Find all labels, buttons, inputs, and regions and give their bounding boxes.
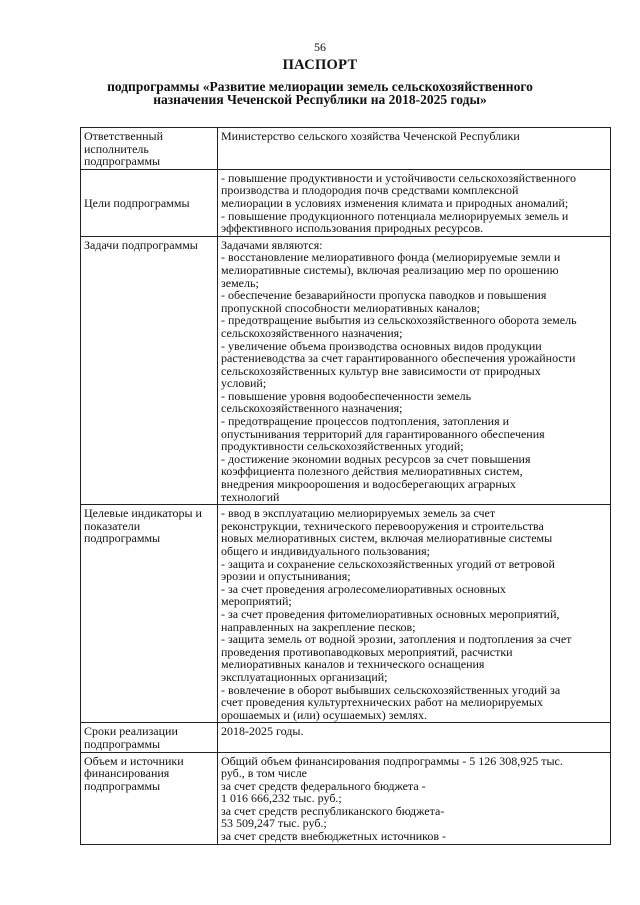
row-content-line: - за счет проведения фитомелиоративных основных мероприятий, xyxy=(221,606,560,621)
row-content-line: земель; xyxy=(221,275,259,290)
row-content-cell xyxy=(218,236,611,504)
row-content-line: Министерство сельского хозяйства Чеченской Республики xyxy=(221,129,520,143)
row-content-line: 53 509,247 тыс. руб.; xyxy=(221,816,327,831)
row-content-line: новых мелиоративных систем, включая мелиоративные системы xyxy=(221,531,553,546)
passport-row-implementation-period xyxy=(81,723,611,752)
row-content-line: - восстановление мелиоративного фонда (мелиорируемые земли и xyxy=(221,250,561,265)
row-label-line: Объем и источники xyxy=(84,753,184,768)
row-content-line: орошаемых и (или) осушаемых) землях. xyxy=(221,707,427,722)
row-content-line: - ввод в эксплуатацию мелиорируемых земель за счет xyxy=(221,506,496,521)
row-content-line: - достижение экономии водных ресурсов за счет повышения xyxy=(221,451,531,466)
subtitle-line: подпрограммы «Развитие мелиорации земель сельскохозяйственного xyxy=(107,79,533,94)
row-content-line: Общий объем финансирования подпрограммы - 5 126 308,925 тыс. xyxy=(221,753,563,768)
row-content-line: за счет средств федерального бюджета - xyxy=(221,778,426,793)
row-content-line: технологий xyxy=(221,489,280,504)
row-content-line: - обеспечение безаварийности пропуска паводков и повышения xyxy=(221,288,547,303)
row-content-line: счет проведения культуртехнических работ на мелиорируемых xyxy=(221,695,543,710)
passport-row-tasks xyxy=(81,236,611,504)
row-content-line: эрозии и опустынивания; xyxy=(221,569,351,584)
passport-table-body xyxy=(81,128,611,845)
row-content-line: сельскохозяйственного назначения; xyxy=(221,325,403,340)
row-content-line: 1 016 666,232 тыс. руб.; xyxy=(221,791,342,806)
row-content-cell xyxy=(218,505,611,723)
row-label-cell xyxy=(81,236,218,504)
row-label-line: Цели подпрограммы xyxy=(84,195,190,210)
row-label-cell xyxy=(81,128,218,170)
row-label-cell xyxy=(81,723,218,752)
row-content-line: растениеводства за счет гарантированного обеспечения урожайности xyxy=(221,351,576,366)
row-content-line: эксплуатационных организаций; xyxy=(221,669,388,684)
passport-row-responsible-executor xyxy=(81,128,611,170)
row-content-line: Задачами являются: xyxy=(221,237,323,252)
row-content-line: проведения противопаводковых мероприятий, расчистки xyxy=(221,644,513,659)
row-label-line: Целевые индикаторы и xyxy=(84,506,202,521)
row-label-line: исполнитель xyxy=(84,141,149,156)
row-label-line: подпрограммы xyxy=(84,736,161,751)
row-content-line: реконструкции, технического перевооружения и строительства xyxy=(221,518,544,533)
row-content-line: за счет средств республиканского бюджета- xyxy=(221,803,445,818)
row-content-cell xyxy=(218,128,611,170)
row-content-line: опустынивания территорий для гарантированного обеспечения xyxy=(221,426,545,441)
row-content-line: 2018-2025 годы. xyxy=(221,724,304,739)
row-content-line: руб., в том числе xyxy=(221,766,308,781)
row-content-line: - повышение продуктивности и устойчивости сельскохозяйственного xyxy=(221,170,577,185)
row-label-line: подпрограммы xyxy=(84,778,161,793)
row-content-cell xyxy=(218,752,611,844)
row-content-line: - повышение продукционного потенциала мелиорируемых земель и xyxy=(221,208,569,223)
row-label-line: показатели xyxy=(84,518,141,533)
row-content-line: общего и индивидуального пользования; xyxy=(221,544,430,558)
row-content-line: производства и плодородия почв средствами комплексной xyxy=(221,183,519,198)
row-label-line: финансирования xyxy=(84,766,170,781)
passport-row-goals xyxy=(81,169,611,236)
row-label-line: Ответственный xyxy=(84,129,164,143)
row-content-line: сельскохозяйственного назначения; xyxy=(221,401,403,416)
row-content-line: внедрения микроорошения и водосберегающих аграрных xyxy=(221,477,516,492)
row-content-line: эффективного использования природных ресурсов. xyxy=(221,221,484,236)
row-content-line: мелиоративных каналов и технического оснащения xyxy=(221,657,485,672)
document-subtitle xyxy=(70,80,570,106)
row-content-line: условий; xyxy=(221,376,267,391)
page-number: 56 xyxy=(314,40,326,54)
row-content-line: коэффициента полезного действия мелиоративных систем, xyxy=(221,464,523,479)
document-title: ПАСПОРТ xyxy=(282,57,358,73)
row-label-line: подпрограммы xyxy=(84,531,161,546)
row-content-cell xyxy=(218,169,611,236)
row-content-line: направленных на закрепление песков; xyxy=(221,619,416,634)
row-content-line: продуктивности сельскохозяйственных угодий; xyxy=(221,439,464,454)
passport-row-funding xyxy=(81,752,611,844)
row-label-line: подпрограммы xyxy=(84,154,161,169)
passport-table xyxy=(80,127,611,845)
row-content-line: - защита земель от водной эрозии, затопления и подтопления за счет xyxy=(221,632,572,647)
row-content-line: мероприятий; xyxy=(221,594,292,609)
row-label-cell xyxy=(81,752,218,844)
row-label-cell xyxy=(81,505,218,723)
row-content-line: - защита и сохранение сельскохозяйственных угодий от ветровой xyxy=(221,556,555,571)
row-content-line: - повышение уровня водообеспеченности земель xyxy=(221,388,472,403)
row-content-line: за счет средств внебюджетных источников - xyxy=(221,829,447,844)
row-label-line: Задачи подпрограммы xyxy=(84,237,198,252)
passport-row-target-indicators xyxy=(81,505,611,723)
row-content-line: - предотвращение процессов подтопления, затопления и xyxy=(221,414,510,429)
subtitle-line: назначения Чеченской Республики на 2018-2025 годы» xyxy=(153,92,487,107)
row-content-line: - за счет проведения агролесомелиоративных основных xyxy=(221,581,506,596)
row-content-line: сельскохозяйственных культур вне зависимости от природных xyxy=(221,363,541,378)
row-content-line: пропускной способности мелиоративных каналов; xyxy=(221,300,481,315)
row-content-line: мелиорации в условиях изменения климата и природных аномалий; xyxy=(221,195,569,210)
row-content-line: - увеличение объема производства основных видов продукции xyxy=(221,338,542,353)
row-label-line: Сроки реализации xyxy=(84,724,178,739)
row-content-line: мелиоративные системы), включая реализацию мер по орошению xyxy=(221,262,559,277)
row-content-line: - вовлечение в оборот выбывших сельскохозяйственных угодий за xyxy=(221,682,561,697)
row-content-line: - предотвращение выбытия из сельскохозяйственного оборота земель xyxy=(221,313,577,328)
row-content-cell xyxy=(218,723,611,752)
row-label-cell xyxy=(81,169,218,236)
